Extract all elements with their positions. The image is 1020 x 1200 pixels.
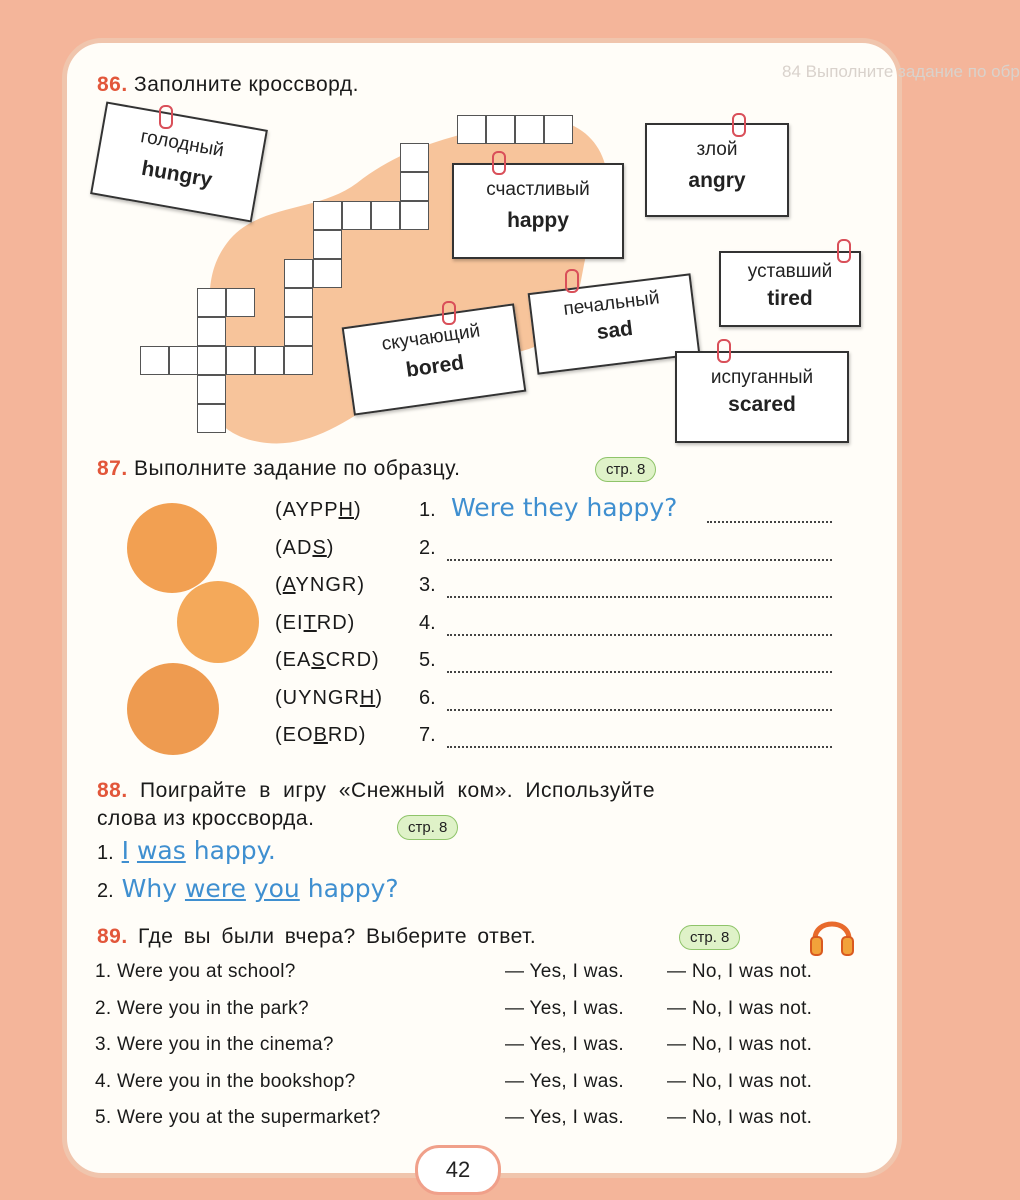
scrambled-part: CRD) [325, 649, 380, 671]
crossword-cell[interactable] [197, 375, 226, 404]
scrambled-word [275, 612, 355, 635]
scrambled-first-letter: T [303, 611, 317, 634]
page-number: 42 [415, 1145, 501, 1195]
card-ru: скучающий [380, 320, 482, 356]
answer-yes[interactable]: — Yes, I was. [505, 997, 625, 1019]
scrambled-part: (UYNGR [275, 686, 360, 709]
crossword-cell[interactable] [486, 115, 515, 144]
answer-number: 5. [419, 649, 436, 671]
answer-number: 3. [419, 574, 436, 596]
card-en: happy [507, 209, 569, 232]
paperclip-icon [837, 239, 851, 263]
ex88-number: 88. [97, 779, 128, 802]
answer-number: 7. [419, 724, 436, 746]
crossword-cell[interactable] [140, 346, 169, 375]
crossword-cell[interactable] [342, 201, 371, 230]
crossword-cell[interactable] [400, 172, 429, 201]
ex86-title [97, 73, 359, 97]
card-ru: печальный [562, 287, 661, 320]
answer-yes[interactable]: — Yes, I was. [505, 961, 625, 982]
scrambled-word [275, 574, 365, 597]
page-ref-badge: стр. 8 [397, 815, 458, 840]
scrambled-word [275, 724, 366, 747]
card-ru: испуганный [710, 367, 814, 388]
answer-line[interactable] [447, 671, 832, 673]
answer-line[interactable] [707, 521, 832, 523]
answer-no[interactable]: — No, I was not. [667, 1070, 813, 1092]
question-text: 2. Were you in the park? [95, 997, 309, 1019]
crossword-cell[interactable] [371, 201, 400, 230]
paperclip-icon [565, 269, 579, 293]
crossword-cell[interactable] [313, 201, 342, 230]
card-en: tired [767, 287, 813, 310]
crossword-cell[interactable] [284, 317, 313, 346]
crossword-cell[interactable] [313, 230, 342, 259]
answer-number: 1. [419, 499, 436, 521]
ex87-title [97, 457, 460, 481]
answer-line[interactable] [447, 634, 832, 636]
card-en: sad [595, 316, 635, 345]
card-ru: уставший [747, 261, 833, 282]
paperclip-icon [717, 339, 731, 363]
card-ru: счастливый [486, 179, 590, 200]
crossword-cell[interactable] [226, 288, 255, 317]
headphones-icon [809, 909, 855, 959]
crossword-cell[interactable] [313, 259, 342, 288]
card-ru: злой [696, 139, 738, 160]
crossword-cell[interactable] [226, 346, 255, 375]
answer-line[interactable] [447, 746, 832, 748]
scrambled-part: ) [354, 499, 362, 521]
word-card-happy [452, 163, 624, 259]
scrambled-word [275, 687, 383, 710]
word: was [136, 836, 186, 865]
ex87-number: 87. [97, 457, 128, 480]
crossword-cell[interactable] [197, 317, 226, 346]
card-en: hungry [139, 156, 214, 192]
scrambled-part: RD) [316, 611, 356, 634]
scrambled-part: ) [326, 536, 335, 559]
ex86-number: 86. [97, 73, 128, 96]
paperclip-icon [732, 113, 746, 137]
ex86-instruction: Заполните кроссворд. [134, 73, 359, 96]
crossword-cell[interactable] [400, 143, 429, 172]
scrambled-part: (AD [275, 536, 313, 559]
scrambled-first-letter: A [282, 574, 296, 596]
workbook-page [62, 38, 1020, 1182]
crossword-cell[interactable] [197, 404, 226, 433]
answer-line[interactable] [447, 596, 832, 598]
crossword-cell[interactable] [284, 346, 313, 375]
snowball-line-1 [97, 836, 276, 865]
word-card-scared [675, 351, 849, 443]
ex89-instruction: Где вы были вчера? Выберите ответ. [138, 925, 537, 948]
question-text: 4. Were you in the bookshop? [95, 1070, 356, 1092]
sample-answer: Were they happy? [451, 493, 678, 522]
scrambled-first-letter: B [313, 724, 328, 746]
answer-yes[interactable]: — Yes, I was. [505, 1070, 625, 1092]
ex88-instruction-2: слова из кроссворда. [97, 807, 315, 830]
crossword-cell[interactable] [169, 346, 198, 375]
paperclip-icon [442, 301, 456, 325]
bleed-through-text: 84 Выполните задание по обр [782, 62, 1020, 81]
answer-number: 6. [419, 686, 436, 709]
answer-line[interactable] [447, 709, 832, 711]
answer-no[interactable]: — No, I was not. [667, 961, 813, 982]
scrambled-part: YNGR) [295, 574, 365, 596]
crossword-cell[interactable] [400, 201, 429, 230]
page-ref-badge: стр. 8 [595, 457, 656, 482]
crossword-cell[interactable] [197, 346, 226, 375]
ex89-title [97, 925, 536, 949]
word: you [253, 874, 300, 903]
scrambled-first-letter: H [359, 686, 376, 709]
word: happy. [193, 836, 276, 865]
word: I [121, 836, 130, 865]
answer-number: 2. [419, 536, 436, 559]
crossword-cell[interactable] [457, 115, 486, 144]
boy-angry-avatar [177, 581, 259, 663]
answer-no[interactable]: — No, I was not. [667, 1107, 813, 1128]
scrambled-word [275, 537, 334, 560]
crossword-cell[interactable] [515, 115, 544, 144]
line-number: 2. [97, 880, 114, 902]
answer-yes[interactable]: — Yes, I was. [505, 1107, 625, 1128]
scrambled-word [275, 499, 362, 522]
crossword-cell[interactable] [544, 115, 573, 144]
girl-sad-avatar [127, 663, 219, 755]
word: were [184, 874, 246, 903]
scrambled-first-letter: S [312, 536, 327, 559]
card-en: bored [404, 350, 466, 382]
scrambled-part: (EI [275, 611, 304, 634]
word-card-angry [645, 123, 789, 217]
card-en: angry [688, 169, 746, 192]
page-ref-badge: стр. 8 [679, 925, 740, 950]
crossword-cell[interactable] [255, 346, 284, 375]
crossword-cell[interactable] [284, 288, 313, 317]
boy-happy-avatar [127, 503, 217, 593]
scrambled-part: (EO [275, 724, 314, 746]
question-text: 5. Were you at the supermarket? [95, 1107, 381, 1128]
ex89-number: 89. [97, 925, 128, 948]
word: Why [121, 874, 177, 903]
answer-line[interactable] [447, 559, 832, 561]
word: happy? [307, 874, 399, 903]
ex88-instruction-1: Поиграйте в игру «Снежный ком». Используйте [140, 779, 655, 802]
line-number: 1. [97, 842, 114, 864]
ex88-title-line2 [97, 807, 314, 831]
ex87-instruction: Выполните задание по образцу. [134, 457, 461, 480]
scrambled-part: (AYPP [275, 499, 339, 521]
crossword-cell[interactable] [197, 288, 226, 317]
scrambled-part: ) [375, 686, 384, 709]
answer-yes[interactable]: — Yes, I was. [505, 1034, 625, 1055]
card-en: scared [728, 393, 796, 416]
scrambled-first-letter: S [311, 649, 326, 671]
answer-number: 4. [419, 611, 436, 634]
crossword-cell[interactable] [284, 259, 313, 288]
scrambled-part: ( [275, 574, 283, 596]
answer-no[interactable]: — No, I was not. [667, 1034, 813, 1055]
answer-no[interactable]: — No, I was not. [667, 997, 813, 1019]
scrambled-part: RD) [327, 724, 367, 746]
question-text: 1. Were you at school? [95, 961, 296, 982]
scrambled-part: (EA [275, 649, 312, 671]
ex88-title-line1 [97, 779, 655, 803]
question-text: 3. Were you in the cinema? [95, 1034, 334, 1055]
card-ru: голодный [139, 126, 226, 162]
snowball-line-2 [97, 874, 399, 903]
paperclip-icon [492, 151, 506, 175]
scrambled-first-letter: H [338, 499, 354, 521]
scrambled-word [275, 649, 380, 672]
paperclip-icon [159, 105, 173, 129]
